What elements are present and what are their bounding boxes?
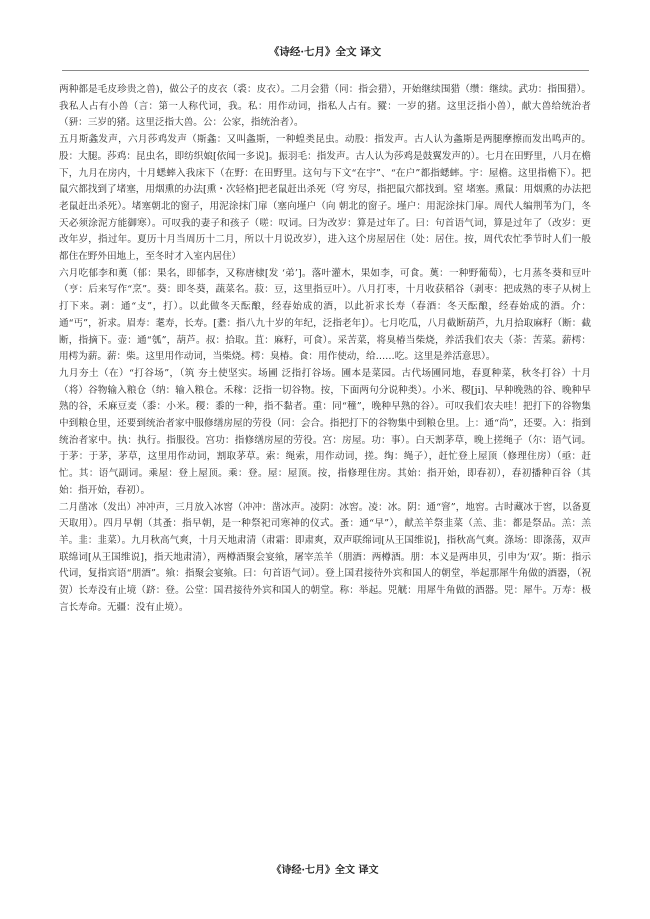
header-divider bbox=[62, 70, 589, 71]
page-footer: 《诗经·七月》全文 译文 bbox=[271, 865, 379, 876]
paragraph: 二月凿冰（发出）冲冲声，三月放入冰窖（冲冲：凿冰声。凌阴：冰窖。凌：冰。阴：通“窨”，地窖。古时藏冰于窖，以备夏天取用）。四月早朝（其蚤：指早朝，是一种祭祀司寒神的仪式。蚤：通“早”），献羔羊祭韭菜（羔、韭：都是祭品。羔：羔羊。韭：韭菜）。九月秋高气爽，十月天地肃清（肃霜：即肃爽，双声联绵词[从王国维说]，指秋高气爽。涤场：即涤荡，双声联绵词[从王国维说]，指天地肃清），两樽酒聚会宴飨，屠宰羔羊（朋酒：两樽酒。朋：本义是两串贝，引申为‘双’。斯：指示代词，复指宾语“朋酒”。飨：指聚会宴飨。曰：句首语气词）。登上国君接待外宾和国人的朝堂，举起那犀牛角做的酒器，（祝贺）长寿没有止境（跻：登。公堂：国君接待外宾和国人的朝堂。称：举起。兕觥：用犀牛角做的酒器。兕：犀牛。万寿：极言长寿命。无疆：没有止境）。 bbox=[59, 501, 591, 613]
paragraph: 六月吃郁李和薁（郁：果名，即郁李，又称唐棣[发 ‘弟’]。落叶灌木，果如李，可食。薁：一种野葡萄），七月蒸冬葵和豆叶（亨：后来写作“烹”。葵：即冬葵，蔬菜名。菽：豆，这里指豆叶）。八月打枣，十月收获稻谷（剥枣：把成熟的枣子从树上打下来。剥：通“攴”，打）。以此做冬天酝酿，经春始成的酒，以此祈求长寿（春酒：冬天酝酿，经春始成的酒。介：通“丐”，祈求。眉寿：耄寿，长寿。[耋：指八九十岁的年纪，泛指老年]）。七月吃瓜，八月截断葫芦，九月拾取麻籽（断：截断，指摘下。壶：通“瓠”，葫芦。叔：拾取。苴：麻籽，可食）。采苦菜，将臭椿当柴烧，养活我们农夫（荼：苦菜。薪樗：用樗为薪。薪：柴。这里用作动词，当柴烧。樗：臭椿。食：用作使动，给……吃。这里是养活意思）。 bbox=[59, 267, 591, 363]
document-body bbox=[59, 82, 591, 617]
paragraph: 五月斯螽发声，六月莎鸡发声（斯螽：又叫螽斯，一种蝗类昆虫。动股：指发声。古人认为螽斯是两腿摩擦而发出鸣声的。股：大腿。莎鸡：昆虫名，即纺织娘[依闻一多说]。振羽毛：指发声。古人认为莎鸡是鼓翼发声的）。七月在田野里，八月在檐下，九月在房内，十月蟋蟀入我床下（在野：在田野里。这句与下文“在宇”、“在户”都指蟋蟀。宇：屋檐。这里指檐下）。把鼠穴都找到了堵塞，用烟熏的办法[熏・次轻格]把老鼠赶出杀死（穹 穷尽，指把鼠穴都找到。窒 堵塞。熏鼠：用烟熏的办法把老鼠赶出杀死）。堵塞朝北的窗子，用泥涂抹门扉（塞向墐户（向 朝北的窗子。墐户：用泥涂抹门扉。周代人编荆苇为门，冬天必须涂泥方能御寒）。可叹我的妻子和孩子（嗟：叹词。曰为改岁：算是过年了。曰：句首语气词，算是过年了（改岁：更改年岁，指过年。夏历十月当周历十二月，所以十月说改岁），进入这个房屋居住（处：居住。按，周代农忙季节时人们一般都住在野外田地上，至冬时才入室内居住） bbox=[59, 134, 591, 263]
paragraph: 两种都是毛皮珍贵之兽)，做公子的皮衣（裘：皮衣）。二月会猎（同：指会猎），开始继续围猎（缵：继续。武功：指围猎）。我私人占有小兽（言：第一人称代词，我。私：用作动词，指私人占有。豵：一岁的猪。这里泛指小兽），献大兽给统治者（豜：三岁的猪。这里泛指大兽。公：公家，指统治者）。 bbox=[59, 84, 591, 129]
paragraph: 九月夯土（在）“打谷场”，（筑 夯土使坚实。场圃 泛指打谷场。圃本是菜园。古代场圃同地，春夏种菜，秋冬打谷）十月（将）谷物输入粮仓（纳：输入粮仓。禾稼：泛指一切谷物。按，下面两句分说种类）。小米、稷[ji]、早种晚熟的谷、晚种早熟的谷，禾麻豆麦（黍：小米。稷：黍的一种，指不黏者。重：同“穜”，晚种早熟的谷）。可叹我们农夫哇！把打下的谷物集中到粮仓里，还要到统治者家中服修缮房屋的劳役（同：会合。指把打下的谷物集中到粮仓里。上：通“尚”，还要。入：指到统治者家中。执：执行。指服役。宫功：指修缮房屋的劳役。宫：房屋。功：事）。白天割茅草，晚上搓绳子（尔：语气词。于茅：于茅，茅草，这里用作动词，割取茅草。索：绳索，用作动词，搓。绹：绳子），赶忙登上屋顶（修理住房）（亟：赶忙。其：语气副词。乘屋：登上屋顶。乘：登。屋：屋顶。按，指修理住房。其始：指开始，即春初），春初播种百谷（其始：指开始，春初）。 bbox=[59, 367, 591, 496]
page-header: 《诗经·七月》全文 译文 bbox=[268, 46, 382, 58]
